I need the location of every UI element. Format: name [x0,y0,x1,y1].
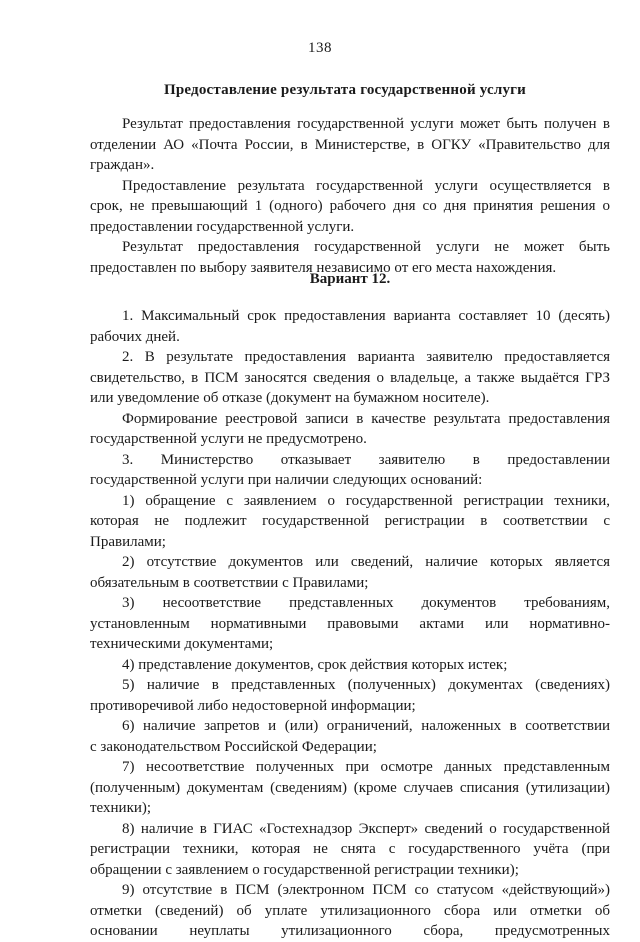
text-line: свидетельство, в ПСМ заносятся сведения о владельце, а также выдаётся ГРЗ [90,369,610,386]
text-line: 2. В результате предоставления варианта заявителю предоставляется [122,349,610,365]
variant-text [90,306,610,942]
text-line: 3) несоответствие представленных документов требованиям, [122,595,610,611]
text-line: 9) отсутствие в ПСМ (электронном ПСМ со статусом «действующий») [122,882,610,898]
text-line: отметки (сведений) об уплате утилизационного сбора или отметки об [90,902,610,919]
text-line: предоставлен по выбору заявителя независимо от его места нахождения. [90,259,557,276]
text-line: предоставлении государственной услуги. [90,218,355,235]
text-line: рабочих дней. [90,328,180,345]
text-line: противоречивой либо недостоверной информации; [90,697,416,714]
text-line: 8) наличие в ГИАС «Гостехнадзор Эксперт» сведений о государственной [122,820,610,837]
text-line: Результат предоставления государственной услуги не может быть [122,239,610,255]
text-line: регистрации техники, которая не снята с государственного учёта (при [90,841,610,857]
text-line: с законодательством Российской Федерации; [90,738,377,755]
intro-text [90,114,610,278]
text-line: срок, не превышающий 1 (одного) рабочего дня со дня принятия решения о [90,198,610,214]
text-line: обязательным в соответствии с Правилами; [90,574,369,591]
text-line: техники); [90,800,152,816]
text-line: 1. Максимальный срок предоставления варианта составляет 10 (десять) [122,308,610,324]
text-line: обращении с заявлением о государственной регистрации техники); [90,861,519,878]
variant-title: Вариант 12. [309,271,391,287]
text-line: которая не подлежит государственной регистрации в соответствии с [90,513,610,529]
text-line: государственной услуги не предусмотрено. [90,431,367,447]
text-line: 2) отсутствие документов или сведений, наличие которых является [122,554,610,570]
text-line: Правилами; [90,533,166,550]
text-line: граждан». [90,157,155,173]
text-line: Формирование реестровой записи в качестве результата предоставления [122,410,610,427]
text-line: 5) наличие в представленных (полученных) документах (сведениях) [122,677,610,693]
text-line: государственной услуги при наличии следующих оснований: [90,472,483,488]
text-line: Результат предоставления государственной услуги может быть получен в [122,116,610,132]
text-line: 3. Министерство отказывает заявителю в предоставлении [122,451,610,468]
text-line: техническими документами; [90,636,274,652]
text-line: отделении АО «Почта России, в Министерстве, в ОГКУ «Правительство для [90,136,610,153]
section-title: Предоставление результата государственной услуги [163,82,527,98]
text-line: Предоставление результата государственной услуги осуществляется в [122,177,610,194]
text-line: 7) несоответствие полученных при осмотре данных представленным [122,759,610,775]
text-line: 1) обращение с заявлением о государственной регистрации техники, [122,492,610,509]
text-line: 6) наличие запретов и (или) ограничений, наложенных в соответствии [122,718,610,734]
text-line: 4) представление документов, срок действия которых истек; [122,656,508,673]
text-line: основании неуплаты утилизационного сбора, предусмотренных [90,923,610,939]
page-number: 138 [308,40,332,56]
text-line: (полученным) документам (сведениям) (кроме случаев списания (утилизации) [90,779,610,796]
text-line: или уведомление об отказе (документ на бумажном носителе). [90,390,490,406]
text-line: установленным нормативными правовыми актами или нормативно- [90,615,610,632]
